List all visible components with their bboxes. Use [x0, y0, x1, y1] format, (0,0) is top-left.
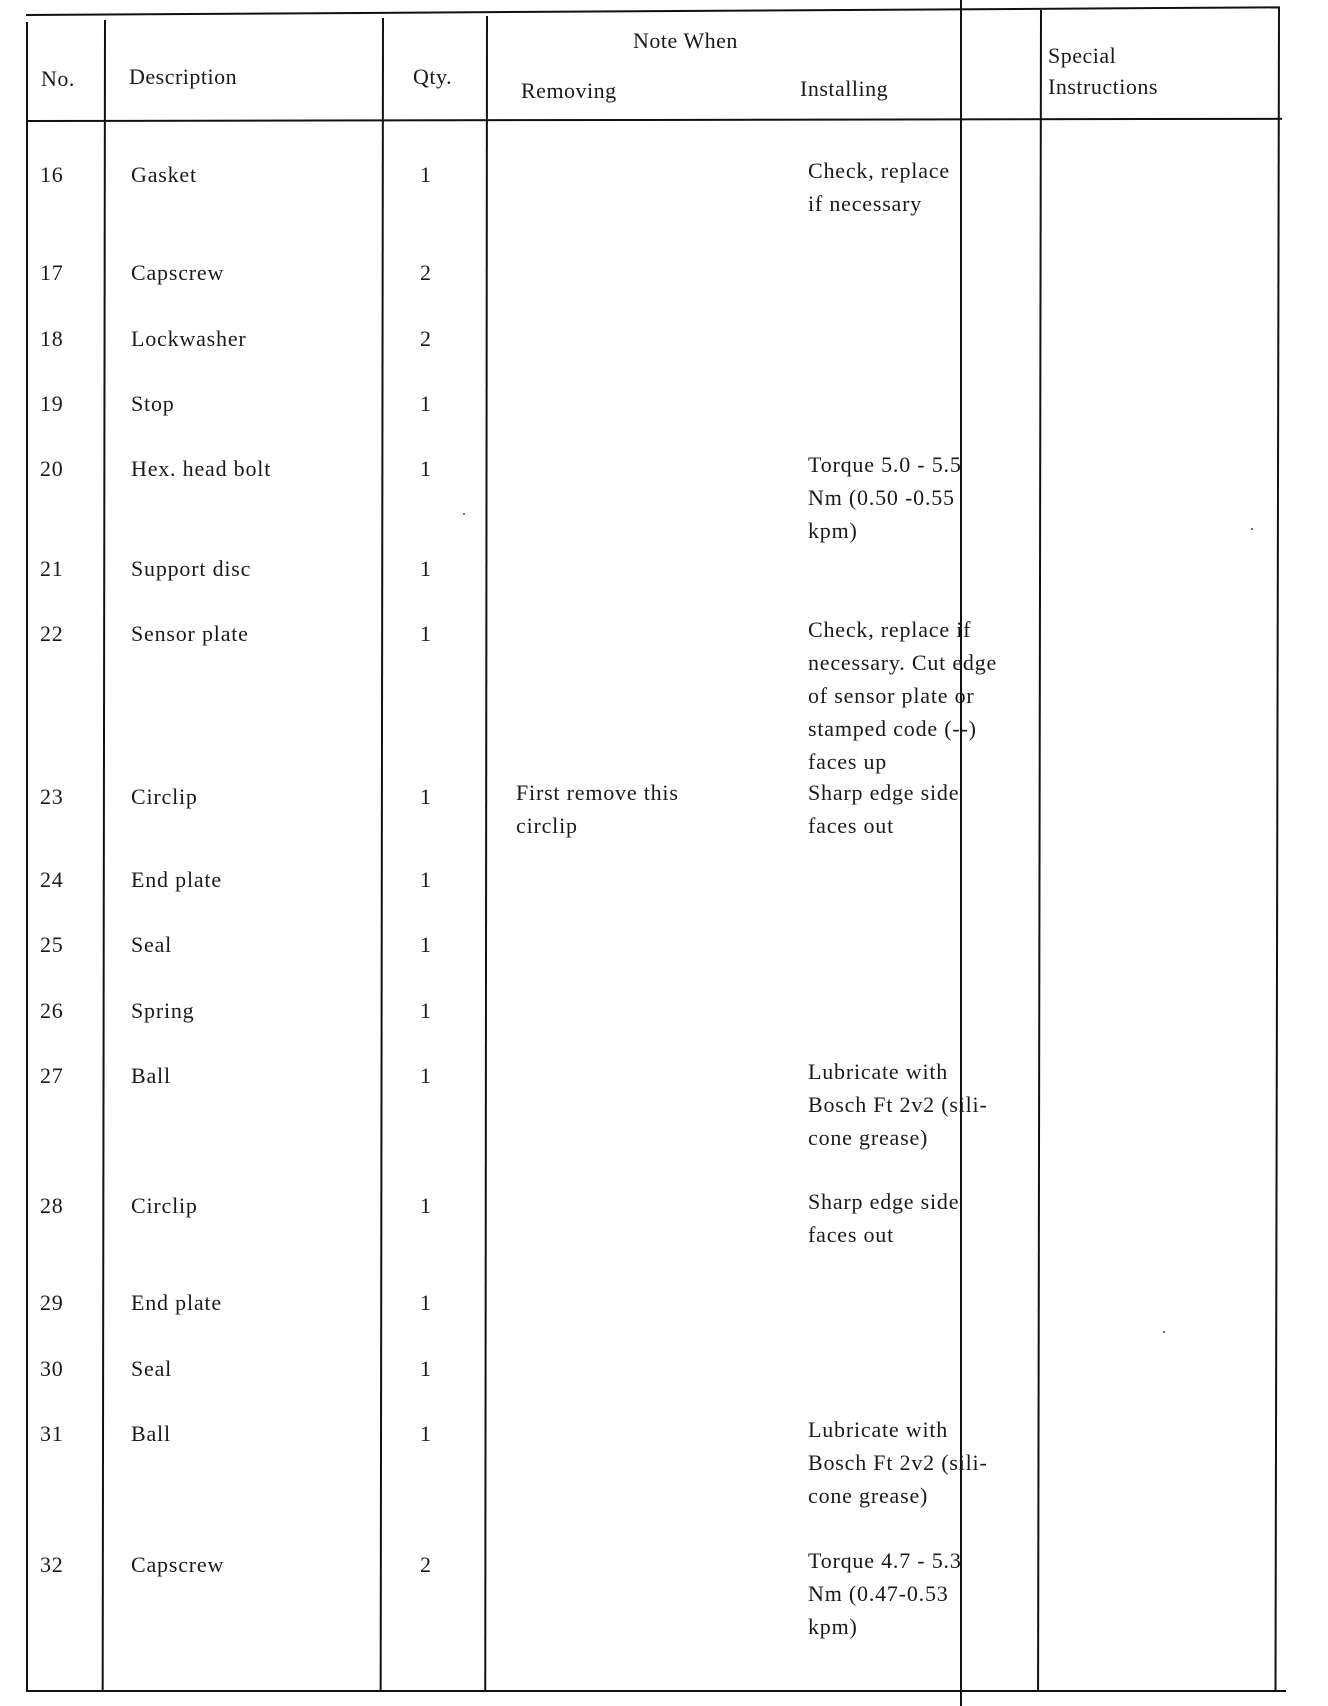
scan-speck [1163, 1331, 1165, 1333]
cell-qty: 2 [420, 260, 432, 285]
cell-qty: 2 [420, 1552, 432, 1577]
header-no: No. [41, 66, 75, 91]
cell-description: Sensor plate [131, 621, 249, 646]
cell-description: Support disc [131, 556, 252, 581]
cell-installing: Sharp edge side faces out [808, 1189, 960, 1247]
cell-no: 23 [40, 784, 64, 809]
cell-no: 31 [40, 1421, 64, 1446]
cell-description: Ball [131, 1421, 171, 1446]
cell-description: Spring [131, 998, 195, 1023]
cell-description: Circlip [131, 1193, 198, 1218]
cell-description: Capscrew [131, 260, 225, 285]
cell-qty: 1 [420, 1356, 432, 1381]
cell-description: Hex. head bolt [131, 456, 272, 481]
cell-no: 25 [40, 932, 64, 957]
cell-installing: Check, replace if necessary. Cut edge of sensor plate or stamped code (--) faces up [808, 617, 998, 774]
cell-description: Seal [131, 1356, 173, 1381]
cell-qty: 1 [420, 784, 432, 809]
header-removing: Removing [521, 78, 617, 103]
cell-qty: 1 [420, 1063, 432, 1088]
cell-no: 16 [40, 162, 64, 187]
cell-qty: 1 [420, 391, 432, 416]
cell-no: 18 [40, 326, 64, 351]
cell-installing: Torque 4.7 - 5.3 Nm (0.47-0.53 kpm) [808, 1548, 962, 1639]
cell-no: 22 [40, 621, 64, 646]
cell-description: End plate [131, 867, 222, 892]
cell-description: End plate [131, 1290, 222, 1315]
cell-qty: 1 [420, 456, 432, 481]
cell-description: Lockwasher [131, 326, 247, 351]
cell-installing: Sharp edge side faces out [808, 780, 960, 838]
cell-qty: 1 [420, 867, 432, 892]
cell-no: 32 [40, 1552, 64, 1577]
cell-qty: 1 [420, 621, 432, 646]
cell-no: 20 [40, 456, 64, 481]
cell-no: 28 [40, 1193, 64, 1218]
header-note-when: Note When [633, 28, 738, 53]
cell-qty: 1 [420, 1290, 432, 1315]
table-bottom-border [28, 1690, 1286, 1692]
cell-description: Seal [131, 932, 173, 957]
cell-qty: 1 [420, 1421, 432, 1446]
cell-no: 26 [40, 998, 64, 1023]
cell-installing: Lubricate with Bosch Ft 2v2 (sili- cone grease) [808, 1059, 988, 1150]
cell-no: 19 [40, 391, 64, 416]
col-divider-no-desc [102, 20, 106, 1692]
col-divider-left-border [26, 22, 28, 1692]
cell-qty: 1 [420, 1193, 432, 1218]
cell-installing: Lubricate with Bosch Ft 2v2 (sili- cone grease) [808, 1417, 988, 1508]
cell-description: Gasket [131, 162, 197, 187]
cell-no: 17 [40, 260, 64, 285]
scan-speck [463, 513, 465, 515]
header-description: Description [129, 64, 238, 89]
cell-no: 21 [40, 556, 64, 581]
col-divider-right-border [1274, 8, 1280, 1692]
scan-speck [1251, 528, 1253, 530]
header-installing: Installing [800, 76, 889, 101]
cell-installing: Torque 5.0 - 5.5 Nm (0.50 -0.55 kpm) [808, 452, 962, 543]
cell-qty: 1 [420, 556, 432, 581]
header-bottom-border [28, 118, 1282, 122]
cell-no: 29 [40, 1290, 64, 1315]
cell-description: Stop [131, 391, 175, 416]
cell-qty: 2 [420, 326, 432, 351]
cell-description: Circlip [131, 784, 198, 809]
cell-no: 24 [40, 867, 64, 892]
cell-qty: 1 [420, 998, 432, 1023]
cell-no: 30 [40, 1356, 64, 1381]
cell-no: 27 [40, 1063, 64, 1088]
table-top-border [26, 6, 1280, 16]
cell-removing: First remove this circlip [516, 780, 679, 838]
col-divider-qty-notes [484, 16, 488, 1692]
cell-description: Capscrew [131, 1552, 225, 1577]
header-special-instructions: Special Instructions [1048, 43, 1158, 99]
cell-installing: Check, replace if necessary [808, 158, 950, 216]
header-qty: Qty. [413, 64, 453, 89]
cell-qty: 1 [420, 932, 432, 957]
col-divider-desc-qty [380, 18, 384, 1692]
cell-description: Ball [131, 1063, 171, 1088]
cell-qty: 1 [420, 162, 432, 187]
